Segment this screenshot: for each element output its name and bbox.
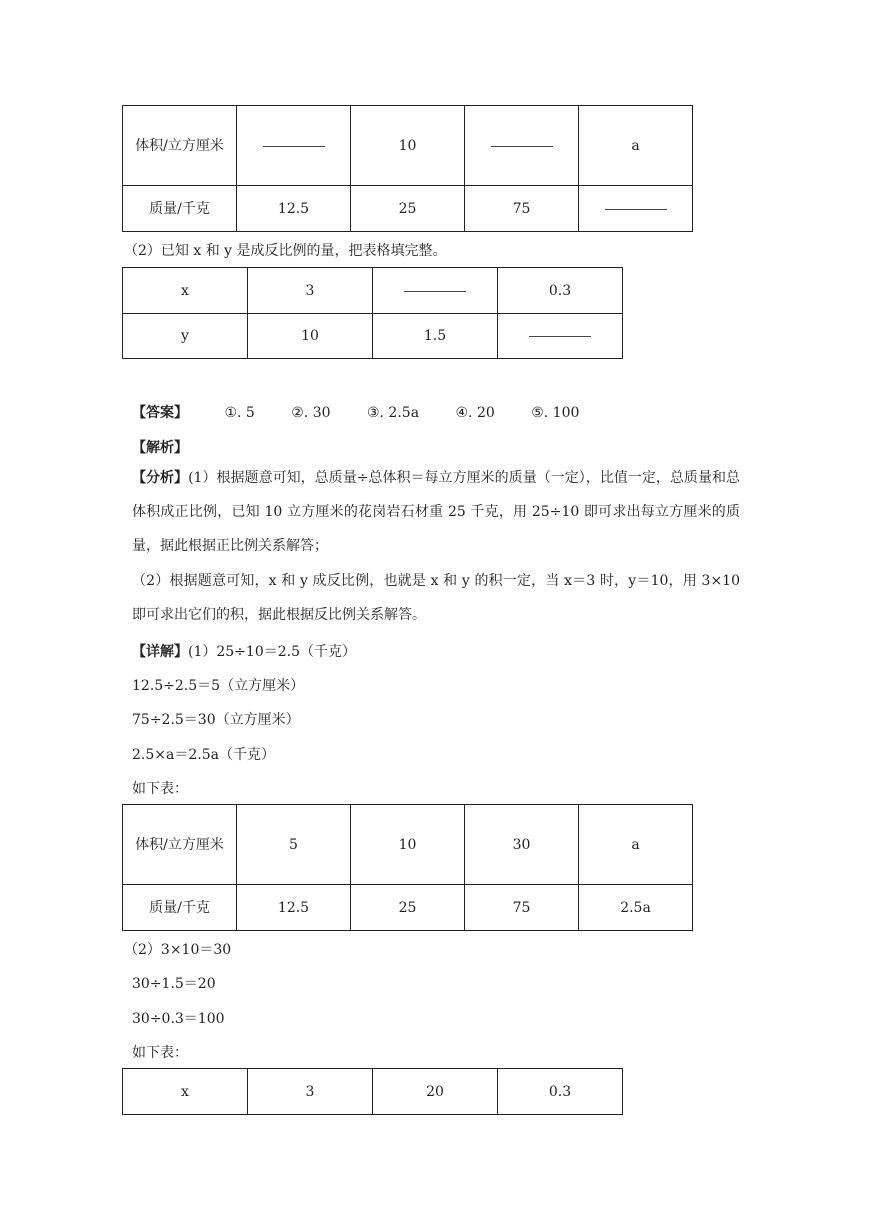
table-cell: 25 [351, 885, 465, 931]
table-row [123, 805, 693, 885]
analysis-paragraph-2: （2）根据题意可知，x 和 y 成反比例，也就是 x 和 y 的积一定，当 x＝3 时，y＝10，用 3×10 即可求出它们的积，据此根据反比例关系解答。 [132, 573, 740, 623]
table-row [123, 314, 623, 359]
detail-line: 75÷2.5＝30（立方厘米） [132, 712, 300, 728]
table-cell: 25 [351, 186, 465, 232]
table-row [123, 885, 693, 931]
answer-item: ③. 2.5a [366, 405, 420, 421]
table-cell: 12.5 [237, 186, 351, 232]
blank-cell [465, 106, 579, 186]
table-cell: 75 [465, 885, 579, 931]
table-row [123, 1069, 623, 1115]
row-label: 体积/立方厘米 [123, 106, 237, 186]
blank-cell [579, 186, 693, 232]
as-table-label: 如下表： [132, 781, 188, 797]
fill-blank [263, 145, 325, 147]
blank-cell [498, 314, 623, 359]
row-label: x [123, 1069, 248, 1115]
row-label: 质量/千克 [123, 186, 237, 232]
table-cell: 5 [237, 805, 351, 885]
answer-item: ⑤. 100 [531, 405, 580, 421]
detail-line: 2.5×a＝2.5a（千克） [132, 747, 275, 763]
table-cell: 20 [373, 1069, 498, 1115]
detail2-line: 30÷0.3＝100 [132, 1011, 225, 1027]
detail2-line: 30÷1.5＝20 [132, 976, 216, 992]
analysis-heading: 【解析】 [132, 440, 188, 456]
as-table-label-2: 如下表： [132, 1045, 188, 1061]
answer-line [132, 402, 579, 422]
table-inverse-question [122, 267, 623, 359]
table-cell: 12.5 [237, 885, 351, 931]
answer-tag: 【答案】 [132, 405, 188, 421]
fill-blank [491, 145, 553, 147]
table-row [123, 268, 623, 314]
table-volume-mass-question [122, 105, 693, 232]
table-cell: 0.3 [498, 268, 623, 314]
table-cell: a [579, 106, 693, 186]
row-label: x [123, 268, 248, 314]
fill-blank [529, 335, 591, 337]
detail2-line: （2）3×10＝30 [124, 942, 232, 958]
table-row [123, 106, 693, 186]
table-cell: 10 [351, 106, 465, 186]
table-cell: a [579, 805, 693, 885]
row-label: 体积/立方厘米 [123, 805, 237, 885]
analysis-text-1: (1）根据题意可知，总质量÷总体积＝每立方厘米的质量（一定），比值一定，总质量和总体积成正比例，已知 10 立方厘米的花岗岩石材重 25 千克，用 25÷10 即可求出每立方厘米的质量，据此根据正比例关系解答； [132, 470, 740, 554]
detail-text: (1）25÷10＝2.5（千克） [188, 644, 356, 660]
answer-item: ①. 5 [224, 405, 255, 421]
answer-item: ④. 20 [455, 405, 495, 421]
detail-line-1 [132, 641, 356, 661]
detail-tag: 【详解】 [132, 644, 188, 660]
table-cell: 30 [465, 805, 579, 885]
table-cell: 2.5a [579, 885, 693, 931]
answer-item: ②. 30 [291, 405, 331, 421]
analysis-tag: 【分析】 [132, 470, 189, 486]
table-cell: 0.3 [498, 1069, 623, 1115]
table-cell: 1.5 [373, 314, 498, 359]
fill-blank [404, 290, 466, 292]
question-2: （2）已知 x 和 y 是成反比例的量，把表格填完整。 [124, 243, 447, 259]
table-cell: 10 [351, 805, 465, 885]
analysis-paragraph-1 [132, 461, 740, 563]
table-inverse-answer [122, 1068, 623, 1115]
blank-cell [237, 106, 351, 186]
table-row [123, 186, 693, 232]
table-cell: 3 [248, 268, 373, 314]
table-cell: 75 [465, 186, 579, 232]
table-volume-mass-answer [122, 804, 693, 931]
row-label: y [123, 314, 248, 359]
table-cell: 3 [248, 1069, 373, 1115]
detail-line: 12.5÷2.5＝5（立方厘米） [132, 678, 305, 694]
table-cell: 10 [248, 314, 373, 359]
blank-cell [373, 268, 498, 314]
fill-blank [605, 208, 667, 210]
row-label: 质量/千克 [123, 885, 237, 931]
